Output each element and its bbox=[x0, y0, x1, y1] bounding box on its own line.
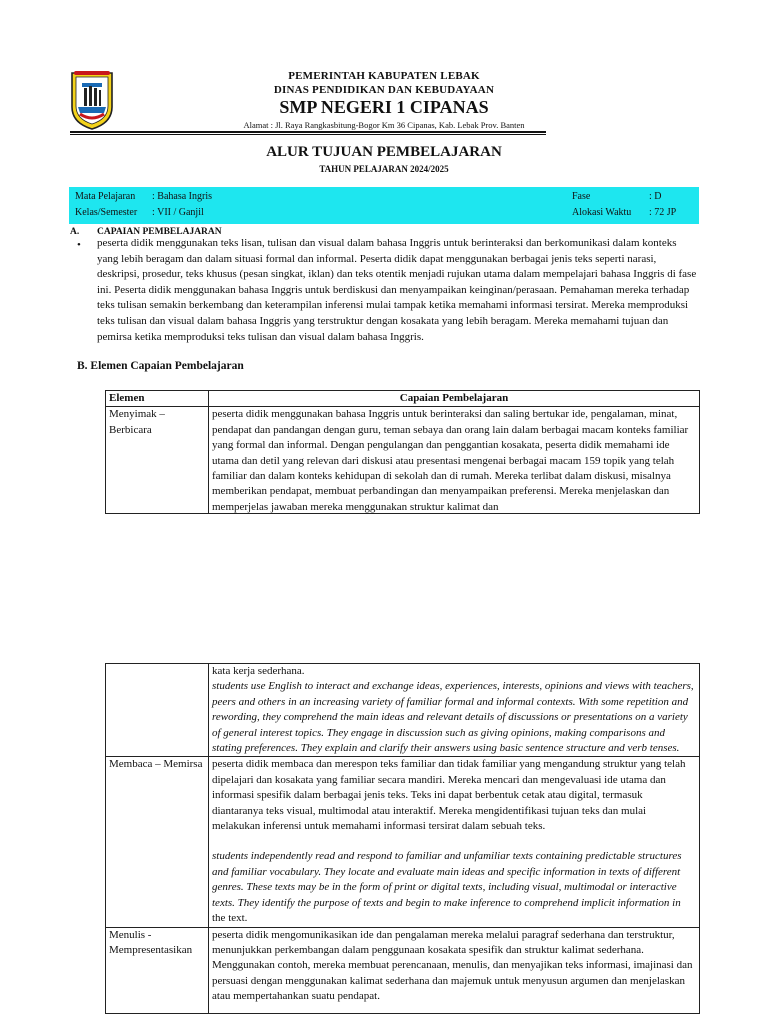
english-italic: students independently read and respond to familiar and unfamiliar texts containing predictable structures and familiar vocabulary. They locate and evaluate main ideas and specific information in texts of different genres. These texts may be in the form of print or digital texts, including visual, multimodal or interactive texts. They identify the purpose of texts and begin to make inference to comprehend implicit information in bbox=[212, 850, 682, 909]
capaian-cell bbox=[209, 664, 700, 757]
fase-label: Fase bbox=[572, 191, 591, 202]
header-address: Alamat : Jl. Raya Rangkasbitung-Bogor Km 36 Cipanas, Kab. Lebak Prov. Banten bbox=[243, 120, 525, 130]
capaian-text: peserta didik membaca dan merespon teks familiar dan tidak familiar yang mengandung struktur yang telah dipelajari dan kosakata yang familiar secara mandiri. Mereka mencari dan mengevaluasi ide utama dan informasi spesifik dalam berbagai jenis teks. Teks ini dapat berbentuk cetak atau digital, termasuk diantaranya teks visual, multimodal atau interaktif. Mereka mengidentifikasi tujuan teks dan mulai melakukan inferensi untuk memahami informasi tersirat dalam sebuah teks. bbox=[212, 758, 686, 833]
alokasi-value: : 72 JP bbox=[649, 207, 677, 218]
kelas-value: : VII / Ganjil bbox=[152, 207, 204, 218]
capaian-text: peserta didik menggunakan bahasa Inggris untuk berinteraksi dan saling bertukar ide, pengalaman, minat, pendapat dan pandangan dengan guru, teman sebaya dan orang lain dalam berbagai macam konteks familiar yang formal dan informal. Dengan pengulangan dan penggantian kosakata, peserta didik memahami ide utama dan detil yang relevan dari diskusi atau presentasi mengenai berbagai macam 159 topik yang telah familiar dan dalam konteks kehidupan di sekolah dan di rumah. Mereka terlibat dalam diskusi, misalnya memberikan pendapat, membuat perbandingan dan menyampaikan preferensi. Mereka menjelaskan dan memperjelas jawaban mereka menggunakan struktur kalimat dan bbox=[212, 408, 689, 513]
elements-table-part-1 bbox=[105, 390, 700, 514]
paragraph-gap bbox=[212, 834, 696, 849]
capaian-text: peserta didik mengomunikasikan ide dan pengalaman mereka melalui paragraf sederhana dan terstruktur, menunjukkan perkembangan dalam penggunaan kosakata spesifik dan struktur kalimat sederhana. Menggunakan contoh, mereka membuat perencanaan, menulis, dan menyajikan teks informasi, imajinasi dan persuasi dengan menggunakan kalimat sederhana dan majemuk untuk menyusun argumen dan menjelaskan atau mempertahankan suatu pendapat. bbox=[212, 928, 693, 1003]
header-school-name: SMP NEGERI 1 CIPANAS bbox=[279, 97, 489, 117]
section-a-number: A. bbox=[70, 227, 80, 237]
table-row bbox=[106, 757, 700, 927]
header-department-line: DINAS PENDIDIKAN DAN KEBUDAYAAN bbox=[273, 84, 495, 96]
document-title: ALUR TUJUAN PEMBELAJARAN bbox=[266, 144, 502, 160]
capaian-english-text bbox=[212, 849, 696, 926]
capaian-cell bbox=[209, 407, 700, 514]
header-government-line: PEMERINTAH KABUPATEN LEBAK bbox=[288, 70, 480, 82]
table-row bbox=[106, 664, 700, 757]
english-tail: the text. bbox=[212, 912, 248, 925]
document-subtitle: TAHUN PELAJARAN 2024/2025 bbox=[319, 164, 449, 174]
table-row bbox=[106, 927, 700, 1013]
section-a-title: CAPAIAN PEMBELAJARAN bbox=[97, 227, 222, 237]
table-header-row bbox=[106, 391, 700, 407]
capaian-english-text: students use English to interact and exchange ideas, experiences, interests, opinions and views with teachers, peers and others in an increasing variety of familiar formal and informal contexts. With some repetition and rewording, they comprehend the main ideas and relevant details of discussions or presentations on a variety of general interest topics. They engage in discussion such as giving opinions, making comparisons and stating preferences. They explain and clarify their answers using basic sentence structure and verb tenses. bbox=[212, 680, 694, 755]
cell-bottom-space bbox=[212, 1005, 696, 1013]
header-divider-thick bbox=[70, 131, 546, 133]
elemen-cell: Membaca – Memirsa bbox=[106, 757, 209, 927]
course-info-band bbox=[69, 187, 699, 224]
elemen-cell: Menulis - Mempresentasikan bbox=[106, 927, 209, 1013]
fase-value: : D bbox=[649, 191, 662, 202]
header-elemen: Elemen bbox=[106, 391, 209, 407]
header-capaian: Capaian Pembelajaran bbox=[209, 391, 700, 407]
elemen-cell: Menyimak – Berbicara bbox=[106, 407, 209, 514]
mapel-label: Mata Pelajaran bbox=[75, 191, 136, 202]
header-divider-thin bbox=[70, 134, 546, 135]
table-row bbox=[106, 407, 700, 514]
bullet-dot-icon: • bbox=[77, 239, 81, 251]
kelas-label: Kelas/Semester bbox=[75, 207, 138, 218]
section-a-paragraph: peserta didik menggunakan teks lisan, tulisan dan visual dalam bahasa Inggris untuk berinteraksi dan berkomunikasi dalam konteks yang lebih beragam dan dalam situasi formal dan informal. Peserta didik dapat menggunakan berbagai jenis teks seperti narasi, deskripsi, prosedur, teks khusus (pesan singkat, iklan) dan teks otentik menjadi rujukan utama dalam mempelajari bahasa Inggris di fase ini. Peserta didik menggunakan bahasa Inggris untuk berdiskusi dan menyampaikan keinginan/perasaan. Pemahaman mereka terhadap teks tulisan semakin berkembang dan keterampilan inferensi mulai tampak ketika memahami informasi tersirat. Mereka memproduksi teks tulisan dan visual dalam bahasa Inggris yang terstruktur dengan kosakata yang lebih beragam. Mereka memahami tujuan dan pemirsa ketika memproduksi teks tulisan dan visual dalam bahasa Inggris. bbox=[97, 237, 697, 343]
elemen-cell-empty bbox=[106, 664, 209, 757]
capaian-cell bbox=[209, 757, 700, 927]
elements-table-part-2 bbox=[105, 663, 700, 1014]
alokasi-label: Alokasi Waktu bbox=[572, 207, 632, 218]
mapel-value: : Bahasa Ingris bbox=[152, 191, 212, 202]
section-b-title: B. Elemen Capaian Pembelajaran bbox=[77, 360, 244, 372]
capaian-cell bbox=[209, 927, 700, 1013]
capaian-text: kata kerja sederhana. bbox=[212, 665, 305, 677]
